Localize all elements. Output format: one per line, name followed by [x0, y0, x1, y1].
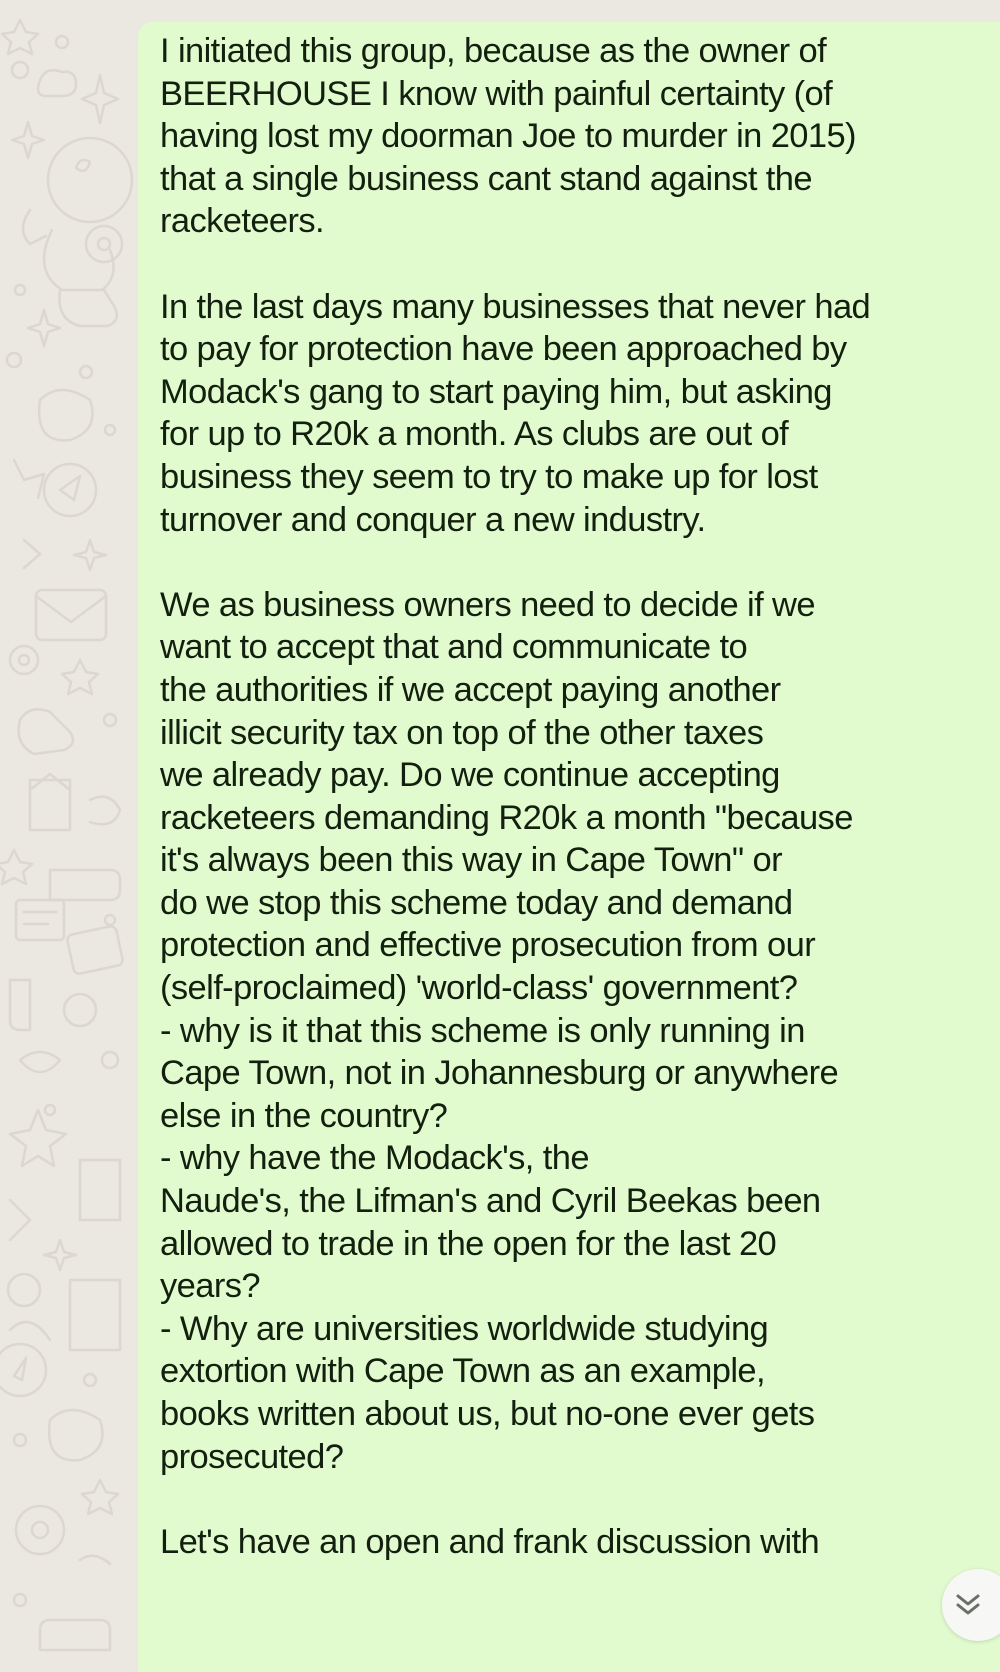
message-line: the authorities if we accept paying another — [160, 670, 781, 709]
message-line: Naude's, the Lifman's and Cyril Beekas been — [160, 1182, 821, 1221]
message-line: else in the country? — [160, 1096, 448, 1135]
message-line: do we stop this scheme today and demand — [160, 883, 793, 922]
double-chevron-down-icon — [953, 1590, 983, 1620]
message-paragraph — [160, 584, 1000, 1478]
message-line: BEERHOUSE I know with painful certainty (of — [160, 74, 833, 113]
message-line: it's always been this way in Cape Town" or — [160, 841, 782, 880]
message-line: turnover and conquer a new industry. — [160, 500, 706, 539]
message-line: We as business owners need to decide if we — [160, 585, 815, 624]
message-paragraph — [160, 1521, 1000, 1564]
message-paragraph — [160, 30, 1000, 243]
message-line: I initiated this group, because as the owner of — [160, 32, 827, 70]
message-line: years? — [160, 1267, 260, 1306]
message-line: protection and effective prosecution from our — [160, 926, 816, 965]
message-paragraph — [160, 286, 1000, 542]
message-line: - why is it that this scheme is only running in — [160, 1011, 805, 1050]
message-line: extortion with Cape Town as an example, — [160, 1352, 765, 1391]
message-line: books written about us, but no-one ever gets — [160, 1395, 815, 1433]
message-text — [160, 30, 1000, 1606]
message-line: In the last days many businesses that never had — [160, 287, 871, 326]
message-line: - Why are universities worldwide studying — [160, 1309, 769, 1348]
message-line: we already pay. Do we continue accepting — [160, 756, 780, 795]
message-line: Let's have an open and frank discussion with — [160, 1522, 820, 1561]
message-line: want to accept that and communicate to — [160, 628, 748, 667]
message-line: prosecuted? — [160, 1437, 344, 1476]
message-line: Modack's gang to start paying him, but asking — [160, 372, 832, 411]
message-line: racketeers. — [160, 202, 325, 241]
message-line: business they seem to try to make up for lost — [160, 457, 818, 496]
message-line: - why have the Modack's, the — [160, 1139, 589, 1178]
message-line: that a single business cant stand against the — [160, 159, 812, 198]
message-line: having lost my doorman Joe to murder in 2015) — [160, 117, 856, 156]
message-line: illicit security tax on top of the other taxes — [160, 713, 764, 752]
message-line: (self-proclaimed) 'world-class' government? — [160, 969, 798, 1008]
message-line: to pay for protection have been approached by — [160, 330, 847, 369]
message-line: Cape Town, not in Johannesburg or anywhere — [160, 1054, 839, 1093]
message-line: for up to R20k a month. As clubs are out of — [160, 415, 789, 454]
message-line: allowed to trade in the open for the last 20 — [160, 1224, 777, 1263]
message-line: racketeers demanding R20k a month "because — [160, 798, 853, 837]
